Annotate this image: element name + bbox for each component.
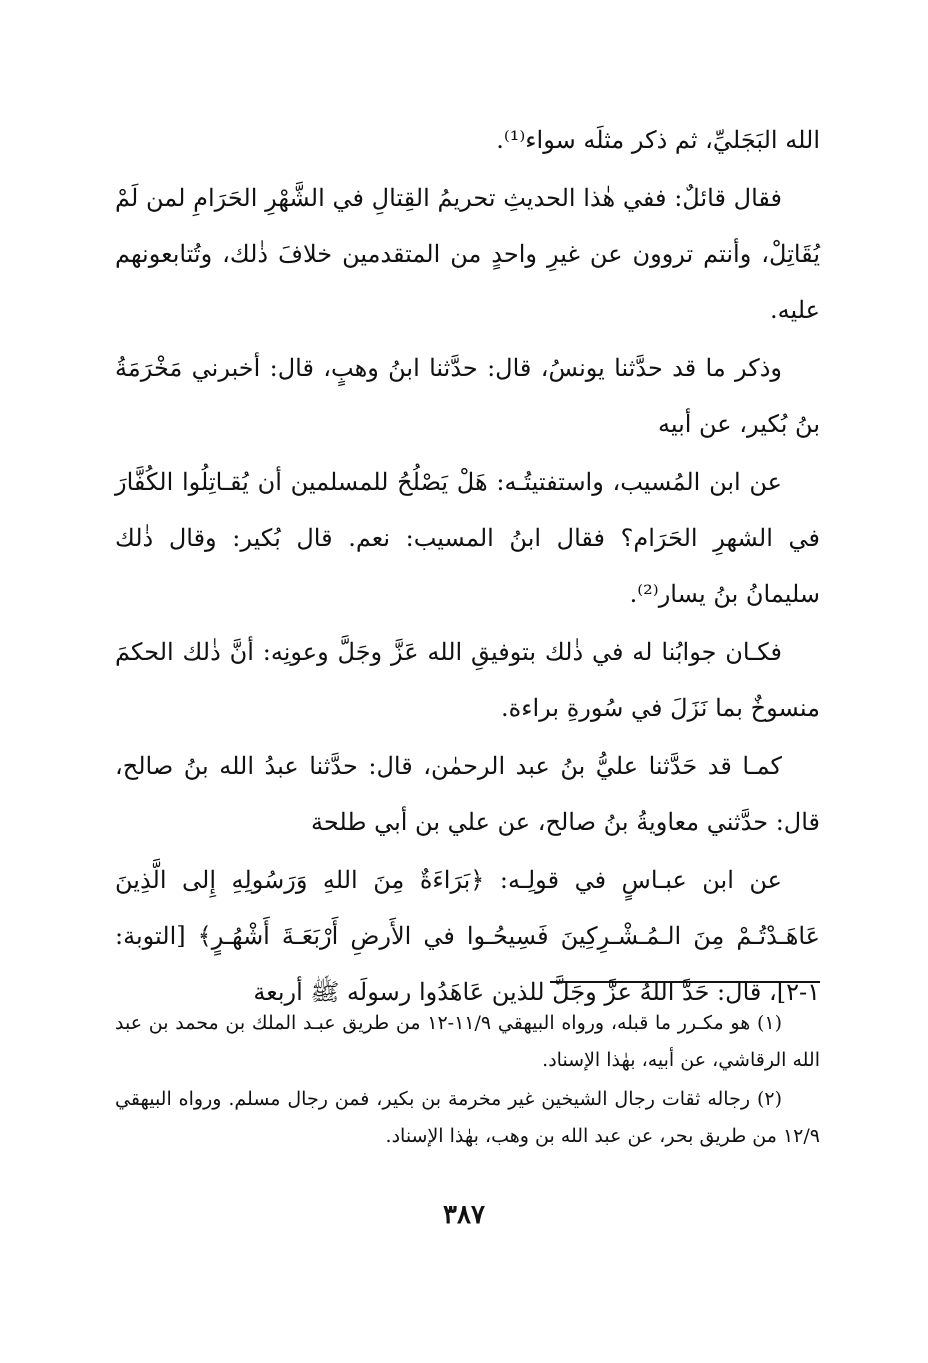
footnotes	[115, 1005, 820, 1157]
paragraph-continuation: الله البَجَليِّ، ثم ذكر مثلَه سواء⁽¹⁾.	[496, 126, 820, 154]
paragraph-ibn-musayyib: عن ابن المُسيب، واستفتيتُـه: هَلْ يَصْلُحُ للمسلمين أن يُقـاتِلُوا الكُفَّارَ في الشهرِ الحَرَام؟ فقال ابنُ المسيب: نعم. قال بُكير: وقال ذٰلك سليمانُ بنُ يسار⁽²⁾.	[115, 468, 820, 608]
paragraph-answer: فكـان جوابُنا له في ذٰلك بتوفيقِ الله عَزَّ وجَلَّ وعونِه: أنَّ ذٰلك الحكمَ منسوخٌ بما نَزَلَ في سُورةِ براءة.	[115, 638, 820, 722]
page-number: ٣٨٧	[443, 1200, 485, 1230]
footnote-1: (١) هو مكـرر ما قبله، ورواه البيهقي ١١/٩-١٢ من طريق عبـد الملك بن محمد بن عبد الله الرقاشي، عن أبيه، بهٰذا الإسناد.	[115, 1012, 820, 1071]
paragraph-objection: فقال قائلٌ: ففي هٰذا الحديثِ تحريمُ القِتالِ في الشَّهْرِ الحَرَامِ لمن لَمْ يُقَاتِلْ، وأنتم تروون عن غيرِ واحدٍ من المتقدمين خلافَ ذٰلك، وتُتابعونهم عليه.	[115, 184, 821, 324]
paragraph-narration-ali: كمـا قد حَدَّثنا عليُّ بنُ عبد الرحمٰن، قال: حدَّثنا عبدُ الله بنُ صالح، قال: حدَّثني معاويةُ بنُ صالح، عن علي بن أبي طلحة	[115, 752, 820, 836]
footnote-divider	[550, 981, 820, 983]
footnote-2: (٢) رجاله ثقات رجال الشيخين غير مخرمة بن بكير، فمن رجال مسلم. ورواه البيهقي ١٢/٩ من طريق بحر، عن عبد الله بن وهب، بهٰذا الإسناد.	[115, 1088, 820, 1147]
main-text	[115, 112, 820, 1022]
paragraph-ibn-abbas: عن ابن عبـاسٍ في قولِـه: ﴿بَرَاءَةٌ مِنَ اللهِ وَرَسُولِهِ إِلى الَّذِينَ عَاهَـدْتُـمْ مِنَ الـمُـشْـرِكِينَ فَسِيحُـوا في الأَرضِ أَرْبَعَـةَ أَشْهُـرٍ﴾ [التوبة: ١-٢]، قال: حَدَّ اللهُ عزَّ وجَلَّ للذين عَاهَدُوا رسولَه ﷺ أربعة	[115, 866, 820, 1006]
paragraph-narration-ibn-wahb: وذكر ما قد حدَّثنا يونسُ، قال: حدَّثنا ابنُ وهبٍ، قال: أخبرني مَخْرَمَةُ بنُ بُكير، عن أبيه	[115, 354, 820, 438]
